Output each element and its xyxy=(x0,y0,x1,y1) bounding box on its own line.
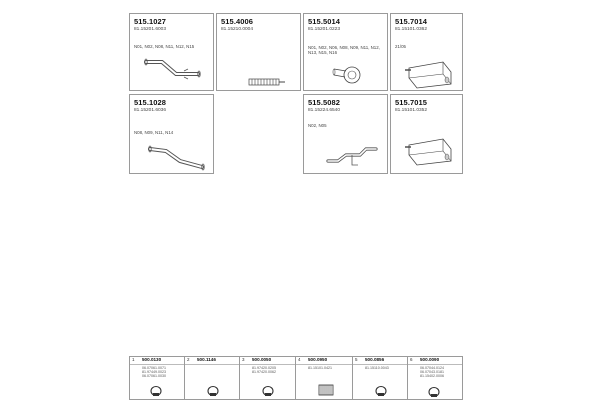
accessory-oem-list xyxy=(252,366,276,374)
part-number: 515.7015 xyxy=(395,98,428,107)
oem-number: 81.15110.0043 xyxy=(365,366,389,370)
accessory-oem-list xyxy=(365,366,389,370)
oem-number: 81.15402.0006 xyxy=(420,374,444,379)
accessory-index: 4 xyxy=(298,357,301,362)
accessory-cell[interactable] xyxy=(353,357,408,399)
exhaust-pipe-icon xyxy=(146,143,208,173)
accessory-oem-list xyxy=(142,366,166,379)
oem-number: 81.97420.0205 xyxy=(252,366,276,370)
oem-number: 81.97449.0023 xyxy=(142,370,166,375)
oem-number: 81.15101.0421 xyxy=(308,366,332,370)
accessory-oem-list xyxy=(308,366,332,370)
part-card[interactable] xyxy=(303,13,388,91)
oem-number: 81.15201.6003 xyxy=(134,27,167,32)
oem-number: 06.07043.0181 xyxy=(420,370,444,375)
part-card[interactable] xyxy=(216,13,301,91)
accessory-cell[interactable] xyxy=(408,357,462,399)
oem-number: 81.15201.6036 xyxy=(134,108,167,113)
clamp-icon xyxy=(373,385,389,397)
oem-number: 06.07061.0030 xyxy=(142,374,166,379)
flex-ring-icon xyxy=(316,383,336,397)
accessory-part-number: 500.1146 xyxy=(197,357,216,362)
oem-number: 81.97420.0062 xyxy=(252,370,276,375)
oem-number: 81.15201.0223 xyxy=(308,27,341,32)
exhaust-pipe-icon xyxy=(144,58,204,88)
accessory-index: 1 xyxy=(132,357,135,362)
accessory-part-number: 500.0950 xyxy=(308,357,328,362)
accessory-index: 5 xyxy=(355,357,358,362)
accessory-part-number: 500.0856 xyxy=(365,357,385,362)
accessory-cell[interactable] xyxy=(240,357,296,399)
accessory-oem-list xyxy=(420,366,444,379)
part-number: 515.4006 xyxy=(221,17,254,26)
part-card[interactable] xyxy=(303,94,388,174)
application-codes: N01, N02, N08, N11, N12, N15 xyxy=(134,44,195,49)
part-number: 515.5014 xyxy=(308,17,341,26)
accessories-strip xyxy=(129,356,463,400)
accessory-part-number: 500.0090 xyxy=(420,357,440,362)
oem-number: 81.15224.6540 xyxy=(308,108,341,113)
exhaust-pipe-icon xyxy=(326,145,378,171)
part-card[interactable] xyxy=(129,13,214,91)
accessory-index: 6 xyxy=(410,357,413,362)
accessory-cell[interactable] xyxy=(130,357,185,399)
part-card[interactable] xyxy=(390,13,463,91)
part-number: 515.5082 xyxy=(308,98,341,107)
accessory-part-number: 500.0130 xyxy=(142,357,162,362)
flex-pipe-icon xyxy=(247,74,287,90)
oem-number: 81.15101.0362 xyxy=(395,27,428,32)
accessory-cell[interactable] xyxy=(185,357,240,399)
clamp-icon xyxy=(260,385,276,397)
muffler-icon xyxy=(403,135,457,169)
oem-number: 06.07044.0124 xyxy=(420,366,444,370)
application-codes: N02, N05 xyxy=(308,123,327,128)
part-number: 515.1028 xyxy=(134,98,167,107)
application-codes: N01, N02, N06, N08, N09, N11, N12, N13, N15, N16 xyxy=(308,45,380,56)
elbow-pipe-icon xyxy=(330,59,366,89)
accessory-part-number: 500.0050 xyxy=(252,357,272,362)
part-number: 515.1027 xyxy=(134,17,167,26)
oem-number: 06.07061.0071 xyxy=(142,366,166,370)
part-card[interactable] xyxy=(129,94,214,174)
oem-number: 81.15210.0004 xyxy=(221,27,254,32)
application-codes: N08, N09, N11, N14 xyxy=(134,130,174,135)
accessory-index: 3 xyxy=(242,357,245,362)
part-number: 515.7014 xyxy=(395,17,428,26)
oem-number: 81.15101.0352 xyxy=(395,108,428,113)
clamp-icon xyxy=(205,385,221,397)
clamp-icon xyxy=(426,386,442,398)
accessory-cell[interactable] xyxy=(296,357,353,399)
clamp-icon xyxy=(148,385,164,397)
part-card[interactable] xyxy=(390,94,463,174)
application-codes: 21/05 xyxy=(395,44,406,49)
accessory-index: 2 xyxy=(187,357,190,362)
muffler-icon xyxy=(403,58,457,90)
